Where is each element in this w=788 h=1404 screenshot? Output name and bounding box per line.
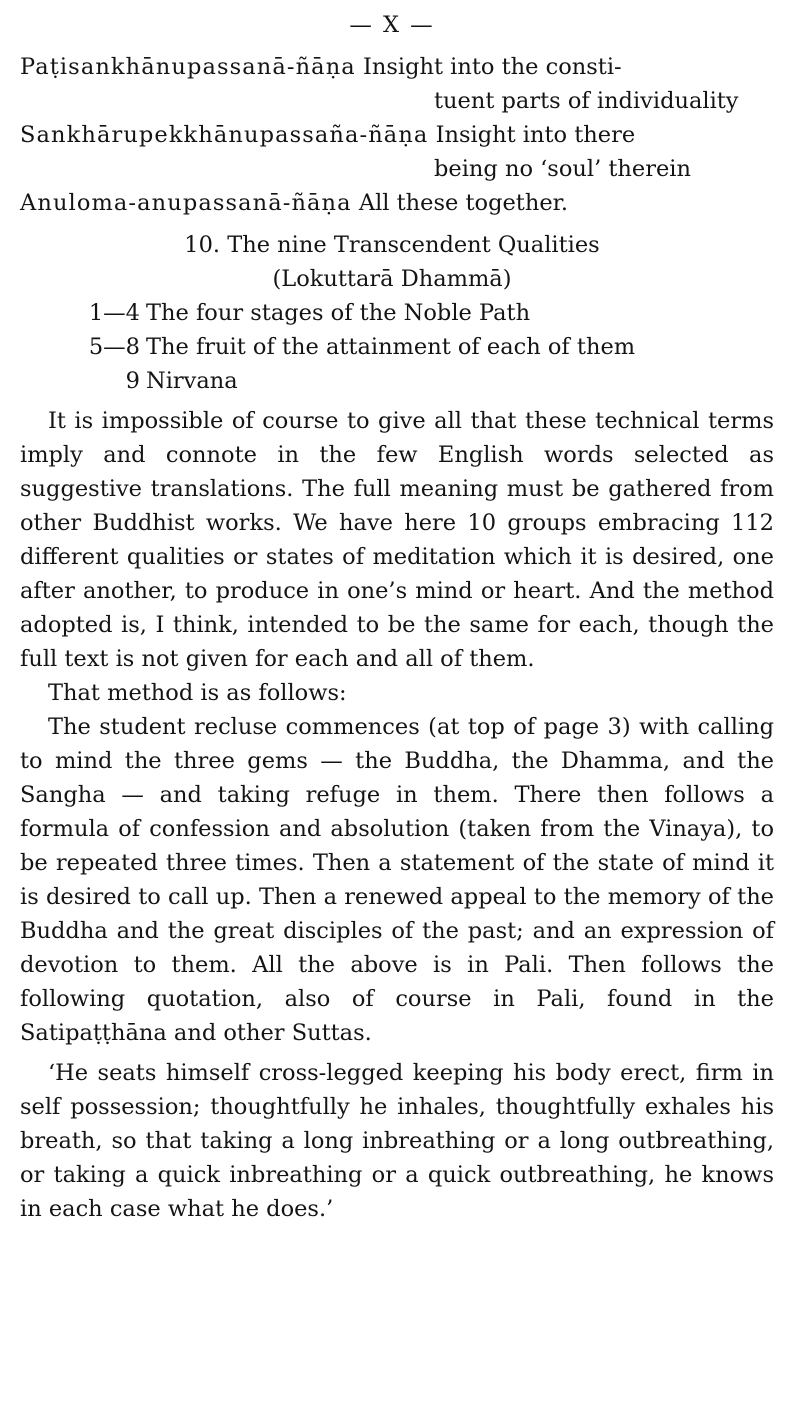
term-row	[20, 186, 774, 220]
section-subheading: (Lokuttarā Dhammā)	[272, 266, 512, 292]
item-number: 1—4	[88, 300, 140, 326]
term-gloss: Insight into the consti-	[362, 54, 622, 80]
pali-term: Anuloma-anupassanā-ñāṇa	[20, 190, 352, 216]
body-paragraph: The student recluse commences (at top of page 3) with calling to mind the three gems — the Buddha, the Dhamma, and the Sangha — and taking refuge in them. There then follows a formula of confession and absolution (taken from the Vinaya), to be repeated three times. Then a statement of the state of mind it is desired to call up. Then a renewed appeal to the memory of the Buddha and the great disciples of the past; and an expression of devotion to them. All the above is in Pali. Then follows the following quotation, also of course in Pali, found in the Satipaṭṭhāna and other Suttas.	[20, 714, 774, 1046]
term-gloss-continuation: being no ‘soul’ therein	[434, 156, 691, 182]
section-heading: 10. The nine Transcendent Qualities	[184, 232, 600, 258]
item-text: The fruit of the attainment of each of them	[146, 334, 636, 360]
pali-term: Sankhārupekkhānupassaña-ñāṇa	[20, 122, 429, 148]
item-text: The four stages of the Noble Path	[146, 300, 531, 326]
item-number: 9	[125, 368, 140, 394]
term-gloss: Insight into there	[435, 122, 636, 148]
term-gloss-continuation: tuent parts of individuality	[434, 88, 739, 114]
item-number: 5—8	[88, 334, 140, 360]
body-paragraph: It is impossible of course to give all that these technical terms imply and connote in the few English words selected as suggestive translations. The full meaning must be gathered from other Buddhist works. We have here 10 groups embracing 112 different qualities or states of meditation which it is desired, one after another, to produce in one’s mind or heart. And the method adopted is, I think, intended to be the same for each, though the full text is not given for each and all of them.	[20, 408, 774, 672]
list-item	[20, 330, 774, 364]
item-text: Nirvana	[146, 368, 238, 394]
qualities-list	[20, 296, 774, 398]
page-folio: — X —	[349, 12, 435, 38]
pali-term: Paṭisankhānupassanā-ñāṇa	[20, 54, 356, 80]
list-item	[20, 296, 774, 330]
insight-terms-list	[20, 50, 774, 220]
body-paragraph: That method is as follows:	[48, 680, 347, 706]
term-row	[20, 118, 774, 152]
term-gloss: All these together.	[358, 190, 569, 216]
list-item	[20, 364, 774, 398]
term-row	[20, 50, 774, 84]
quotation-paragraph: ‘He seats himself cross-legged keeping his body erect, firm in self possession; thoughtfully he inhales, thoughtfully exhales his breath, so that taking a long inbreathing or a long outbreathing, or taking a quick inbreathing or a quick outbreathing, he knows in each case what he does.’	[20, 1060, 774, 1222]
